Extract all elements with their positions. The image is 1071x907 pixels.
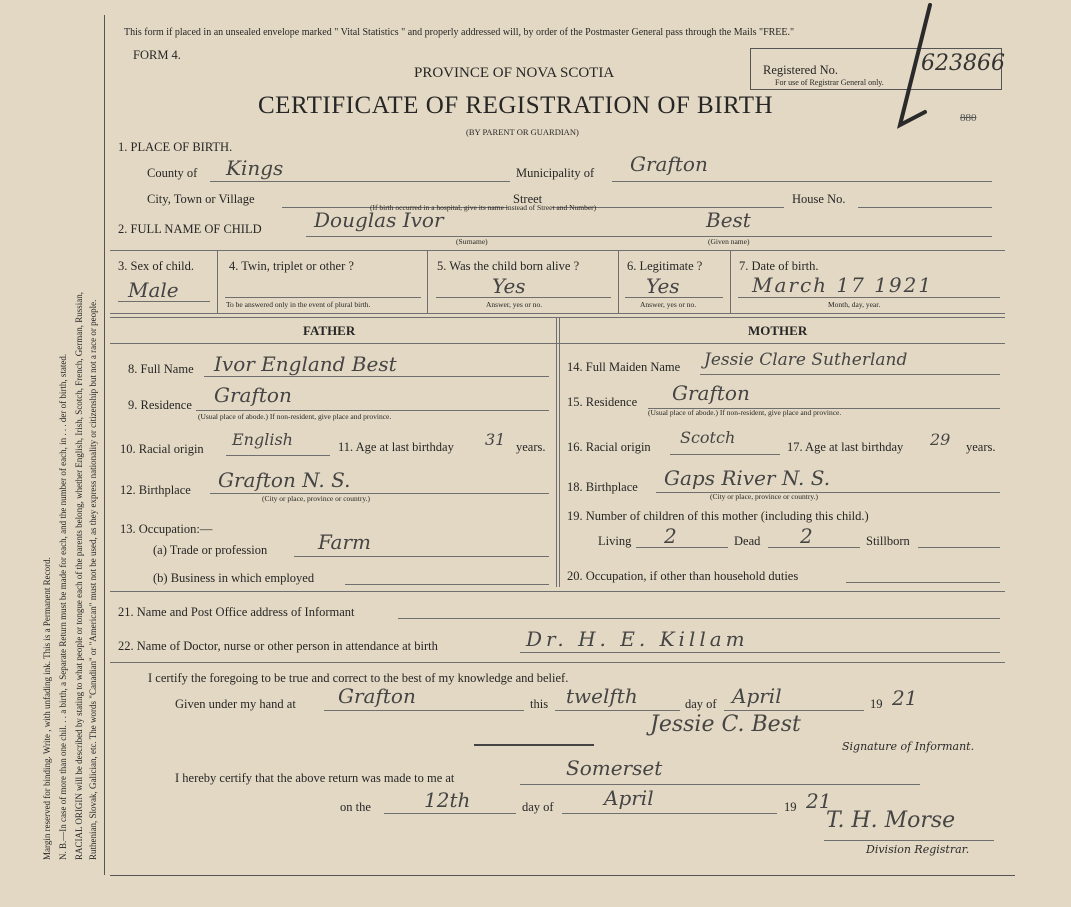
registered-number-box [750, 48, 1005, 90]
mother-residence-value: Grafton [672, 381, 750, 405]
father-birthplace-value: Grafton N. S. [218, 468, 351, 492]
mother-birthplace-note: (City or place, province or country.) [710, 492, 819, 501]
father-trade-label: (a) Trade or profession [153, 543, 268, 557]
father-trade-value: Farm [318, 530, 371, 554]
mother-residence-note: (Usual place of abode.) If non-resident, give place and province. [648, 408, 842, 417]
registrar-on-the-label: on the [340, 800, 371, 814]
father-age-suffix: years. [516, 440, 546, 454]
mother-birthplace-label: 18. Birthplace [567, 480, 638, 494]
registrar-year-prefix: 19 [784, 800, 797, 814]
father-age-label: 11. Age at last birthday [338, 440, 454, 454]
given-day-value: twelfth [566, 684, 638, 708]
given-month-value: April [732, 684, 782, 708]
born-alive-value: Yes [492, 274, 526, 298]
certificate-subtitle: (BY PARENT OR GUARDIAN) [466, 127, 579, 137]
twin-note: To be answered only in the event of plural birth. [226, 300, 371, 309]
born-alive-label: 5. Was the child born alive ? [437, 259, 580, 273]
mother-children-label: 19. Number of children of this mother (including this child.) [567, 509, 869, 523]
registrar-use-note: For use of Registrar General only. [775, 78, 884, 87]
father-residence-label: 9. Residence [128, 398, 192, 412]
legitimate-note: Answer, yes or no. [640, 300, 697, 309]
mail-notice: This form if placed in an unsealed envelope marked " Vital Statistics " and properly addressed will, by order of the Postmaster General pass through the Mails "FREE." [124, 27, 795, 38]
given-day-of-label: day of [685, 697, 717, 711]
mother-heading: MOTHER [748, 323, 808, 338]
date-of-birth-value: March 17 1921 [752, 273, 934, 297]
municipality-label: Municipality of [516, 166, 595, 180]
side-note-binding: Margin reserved for binding. Write , with unfading ink. This is a Permanent Record. [42, 557, 52, 860]
mother-occupation-label: 20. Occupation, if other than household duties [567, 569, 799, 583]
sex-label: 3. Sex of child. [118, 259, 195, 273]
hospital-note: (If birth occurred in a hospital, give its name instead of Street and Number) [370, 203, 597, 212]
registrar-day-of-label: day of [522, 800, 554, 814]
side-note-nationality: Ruthenian, Slovak, Galician, etc. The words "Canadian" or "American" must not be used, as they express nationality or citizenship but not a race or people. [88, 299, 98, 860]
registrar-certify-text: I hereby certify that the above return was made to me at [175, 771, 455, 785]
county-value: Kings [226, 156, 284, 180]
living-label: Living [598, 534, 632, 548]
stillborn-label: Stillborn [866, 534, 910, 548]
province-heading: PROVINCE OF NOVA SCOTIA [414, 65, 615, 81]
struck-number: 880 [960, 112, 977, 124]
father-name-value: Ivor England Best [214, 352, 397, 376]
given-year-prefix: 19 [870, 697, 883, 711]
mother-age-label: 17. Age at last birthday [787, 440, 904, 454]
given-place-value: Grafton [338, 684, 416, 708]
place-of-birth-heading: 1. PLACE OF BIRTH. [118, 140, 233, 154]
father-heading: FATHER [303, 323, 356, 338]
certificate-title: CERTIFICATE OF REGISTRATION OF BIRTH [258, 92, 774, 119]
house-number-label: House No. [792, 192, 846, 206]
informant-certify-text: I certify the foregoing to be true and correct to the best of my knowledge and belief. [148, 671, 569, 685]
pen-check-mark [880, 0, 940, 140]
legitimate-label: 6. Legitimate ? [627, 259, 703, 273]
sex-value: Male [128, 278, 179, 302]
born-alive-note: Answer, yes or no. [486, 300, 543, 309]
street-label: Street [513, 192, 543, 206]
child-name-label: 2. FULL NAME OF CHILD [118, 222, 262, 236]
father-birthplace-note: (City or place, province or country.) [262, 494, 371, 503]
given-name-caption: (Given name) [708, 237, 750, 246]
registrar-signature: T. H. Morse [826, 808, 956, 833]
side-note-racial-origin: RACIAL ORIGIN will be described by stating to what people or tongue each of the parents belong, whether English, Irish, Scotch, French, German, Russian, [74, 291, 84, 860]
city-label: City, Town or Village [147, 192, 255, 206]
surname-caption: (Surname) [456, 237, 488, 246]
registrar-year-value: 21 [806, 789, 832, 813]
father-birthplace-label: 12. Birthplace [120, 483, 191, 497]
father-name-label: 8. Full Name [128, 362, 194, 376]
date-of-birth-label: 7. Date of birth. [739, 259, 819, 273]
dead-value: 2 [800, 524, 813, 548]
mother-name-label: 14. Full Maiden Name [567, 360, 681, 374]
registrar-place-value: Somerset [566, 756, 663, 780]
margin-rule [104, 15, 105, 875]
municipality-value: Grafton [630, 152, 708, 176]
side-note-multiple-births: N. B.—In case of more than one chil. . . a birth, a Separate Return must be made for each, and the number of each, in . . . der of birth, stated. [58, 353, 68, 860]
registrar-signature-caption: Division Registrar. [866, 843, 970, 856]
father-residence-value: Grafton [214, 383, 292, 407]
binding-margin [0, 0, 110, 907]
doctor-value: Dr. H. E. Killam [526, 627, 749, 651]
registered-number: 623866 [921, 51, 1005, 76]
registrar-month-value: April [604, 786, 654, 810]
mother-birthplace-value: Gaps River N. S. [664, 466, 831, 490]
doctor-label: 22. Name of Doctor, nurse or other person in attendance at birth [118, 639, 438, 653]
mother-racial-label: 16. Racial origin [567, 440, 651, 454]
this-label: this [530, 697, 549, 711]
mother-residence-label: 15. Residence [567, 395, 638, 409]
registered-label: Registered No. [763, 63, 838, 77]
father-racial-label: 10. Racial origin [120, 442, 204, 456]
date-of-birth-note: Month, day, year. [828, 300, 881, 309]
given-under-label: Given under my hand at [175, 697, 296, 711]
twin-label: 4. Twin, triplet or other ? [229, 259, 354, 273]
dead-label: Dead [734, 534, 761, 548]
informant-signature-caption: Signature of Informant. [842, 740, 975, 753]
living-value: 2 [664, 524, 677, 548]
father-residence-note: (Usual place of abode.) If non-resident, give place and province. [198, 412, 392, 421]
mother-age-suffix: years. [966, 440, 996, 454]
child-given-names: Douglas Ivor [314, 208, 444, 232]
father-racial-value: English [232, 430, 293, 449]
form-number: FORM 4. [133, 48, 181, 62]
father-age-value: 31 [485, 430, 506, 449]
child-surname: Best [706, 208, 751, 232]
informant-signature: Jessie C. Best [650, 712, 801, 737]
given-year-value: 21 [892, 686, 918, 710]
mother-racial-value: Scotch [680, 428, 736, 447]
registrar-day-value: 12th [424, 788, 471, 812]
county-label: County of [147, 166, 198, 180]
informant-address-label: 21. Name and Post Office address of Informant [118, 605, 355, 619]
father-business-label: (b) Business in which employed [153, 571, 315, 585]
mother-name-value: Jessie Clare Sutherland [704, 350, 908, 370]
father-occupation-label: 13. Occupation:— [120, 522, 213, 536]
legitimate-value: Yes [646, 274, 680, 298]
mother-age-value: 29 [930, 430, 951, 449]
